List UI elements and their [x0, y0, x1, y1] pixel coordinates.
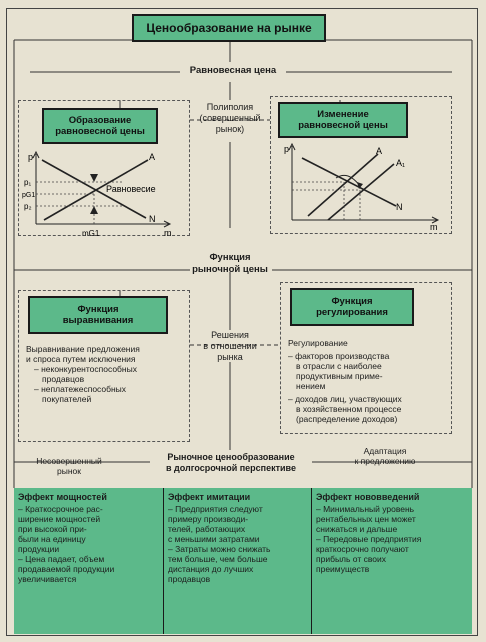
effect-body	[168, 504, 270, 584]
text-line: в долгосрочной перспективе	[166, 463, 296, 473]
text-line: тем больше, чем больше	[168, 554, 268, 564]
text-line: увеличивается	[18, 574, 77, 584]
text-line: ширение мощностей	[18, 514, 101, 524]
title-line: равновесной цены	[298, 120, 388, 131]
text-line: продавцов	[42, 374, 85, 384]
text-line: рентабельных цен может	[316, 514, 416, 524]
text-line: неконкурентоспособных	[41, 364, 137, 374]
list-item: – доходов лиц, участвующих в хозяйственном процессе (распределение доходов)	[288, 394, 402, 424]
equilibrium-change-title	[278, 102, 408, 138]
text-line: с меньшими затратами	[168, 534, 260, 544]
list-item: – неплатежеспособных покупателей	[34, 384, 140, 404]
list-item: – неконкурентоспособных продавцов	[34, 364, 140, 384]
decisions-label	[190, 330, 270, 363]
text-line: рыночной цены	[192, 264, 268, 275]
title-line: равновесной цены	[55, 126, 145, 137]
title-line: Функция	[77, 304, 119, 315]
effect-body	[316, 504, 421, 574]
text-line: Полиполия	[206, 102, 254, 112]
text-line: продукции	[18, 544, 60, 554]
title-line: Функция	[331, 296, 373, 307]
label-pg1: pG1	[22, 192, 36, 199]
text-line: к предложению	[354, 456, 416, 466]
effect-body	[18, 504, 114, 584]
curve-a1-label: A₁	[396, 158, 406, 168]
curve-a-label: A	[376, 146, 383, 156]
text-line: неплатежеспособных	[41, 384, 127, 394]
polypoly-label	[184, 102, 276, 135]
text-line: – Краткосрочное рас-	[18, 504, 103, 514]
curve-n-label: N	[396, 202, 403, 212]
label-p2: p₂	[24, 202, 32, 211]
text-line: телей, работающих	[168, 524, 246, 534]
equilibrium-formation-title	[42, 108, 158, 144]
text-line: дистанция до лучших	[168, 564, 254, 574]
text-line: доходов лиц, участвующих	[295, 394, 402, 404]
equilibrium-label: Равновесие	[106, 184, 156, 194]
regulation-text	[288, 338, 402, 424]
label-p1: p₁	[24, 178, 32, 187]
text-line: (распределение доходов)	[296, 414, 398, 424]
adaptation-label	[330, 446, 440, 466]
text-line: – Передовые предприятия	[316, 534, 422, 544]
text-line: были на единицу	[18, 534, 86, 544]
text-line: продаваемой продукции	[18, 564, 115, 574]
text-line: в хозяйственном процессе	[296, 404, 402, 414]
text-line: рынка	[217, 352, 243, 362]
text-line: покупателей	[42, 394, 92, 404]
curve-a-label: A	[149, 152, 156, 162]
text-line: – Затраты можно снижать	[168, 544, 271, 554]
text-line: при высокой при-	[18, 524, 87, 534]
title-line: Изменение	[317, 109, 369, 120]
axis-m: m	[430, 222, 438, 232]
text-line: в отрасли с наиболее	[296, 361, 382, 371]
text-line: Функция	[209, 252, 251, 263]
text-line: Адаптация	[363, 446, 407, 456]
text-line: Выравнивание предложения	[26, 344, 140, 354]
text-line: – Предприятия следуют	[168, 504, 263, 514]
text-line: и спроса путем исключения	[26, 354, 136, 364]
text-line: продавцов	[168, 574, 211, 584]
regulation-title	[290, 288, 414, 326]
text-line: в отношении	[203, 341, 257, 351]
effect-title: Эффект имитации	[168, 492, 251, 502]
capacity-effect-panel	[14, 488, 164, 634]
axis-p: p	[28, 152, 34, 162]
text-line: примеру производи-	[168, 514, 249, 524]
text-line: нением	[296, 381, 326, 391]
imitation-effect-panel	[164, 488, 312, 634]
label-mg1: mG1	[82, 229, 100, 238]
effect-title: Эффект мощностей	[18, 492, 107, 502]
equalization-title	[28, 296, 168, 334]
axis-m: m	[164, 228, 172, 238]
equalization-text	[26, 344, 140, 404]
market-function-label	[180, 252, 280, 276]
innovation-effect-panel	[312, 488, 472, 634]
page-title	[132, 14, 326, 42]
effect-title: Эффект нововведений	[316, 492, 420, 502]
text-line: краткосрочно получают	[316, 544, 409, 554]
equilibrium-graph	[22, 148, 182, 240]
longterm-pricing-label	[150, 452, 312, 474]
imperfect-market-label	[24, 456, 114, 476]
text-line: преимуществ	[316, 564, 370, 574]
text-line: продуктивным приме-	[296, 371, 383, 381]
text-line: Несовершенный	[36, 456, 102, 466]
regulation-heading: Регулирование	[288, 338, 348, 348]
title-line: Образование	[68, 115, 132, 126]
text-line: рынок	[57, 466, 81, 476]
text-line: Рыночное ценообразование	[167, 452, 295, 462]
list-item: – факторов производства в отрасли с наиболее продуктивным приме- нением	[288, 351, 402, 391]
equilibrium-change-graph	[278, 140, 448, 232]
equilibrium-price-label: Равновесная цена	[189, 65, 277, 76]
curve-n-label: N	[149, 214, 156, 224]
title-line: выравнивания	[62, 315, 134, 326]
axis-p: p	[284, 144, 290, 154]
text-line: – Минимальный уровень	[316, 504, 415, 514]
text-line: рынок)	[215, 124, 245, 134]
text-line: – Цена падает, объем	[18, 554, 105, 564]
title-line: регулирования	[316, 307, 388, 318]
page-title-text: Ценообразование на рынке	[146, 21, 312, 35]
text-line: прибыль от своих	[316, 554, 386, 564]
text-line: факторов производства	[295, 351, 390, 361]
text-line: снижаться и дальше	[316, 524, 398, 534]
text-line: Решения	[211, 330, 249, 340]
text-line: (совершенный	[199, 113, 261, 123]
